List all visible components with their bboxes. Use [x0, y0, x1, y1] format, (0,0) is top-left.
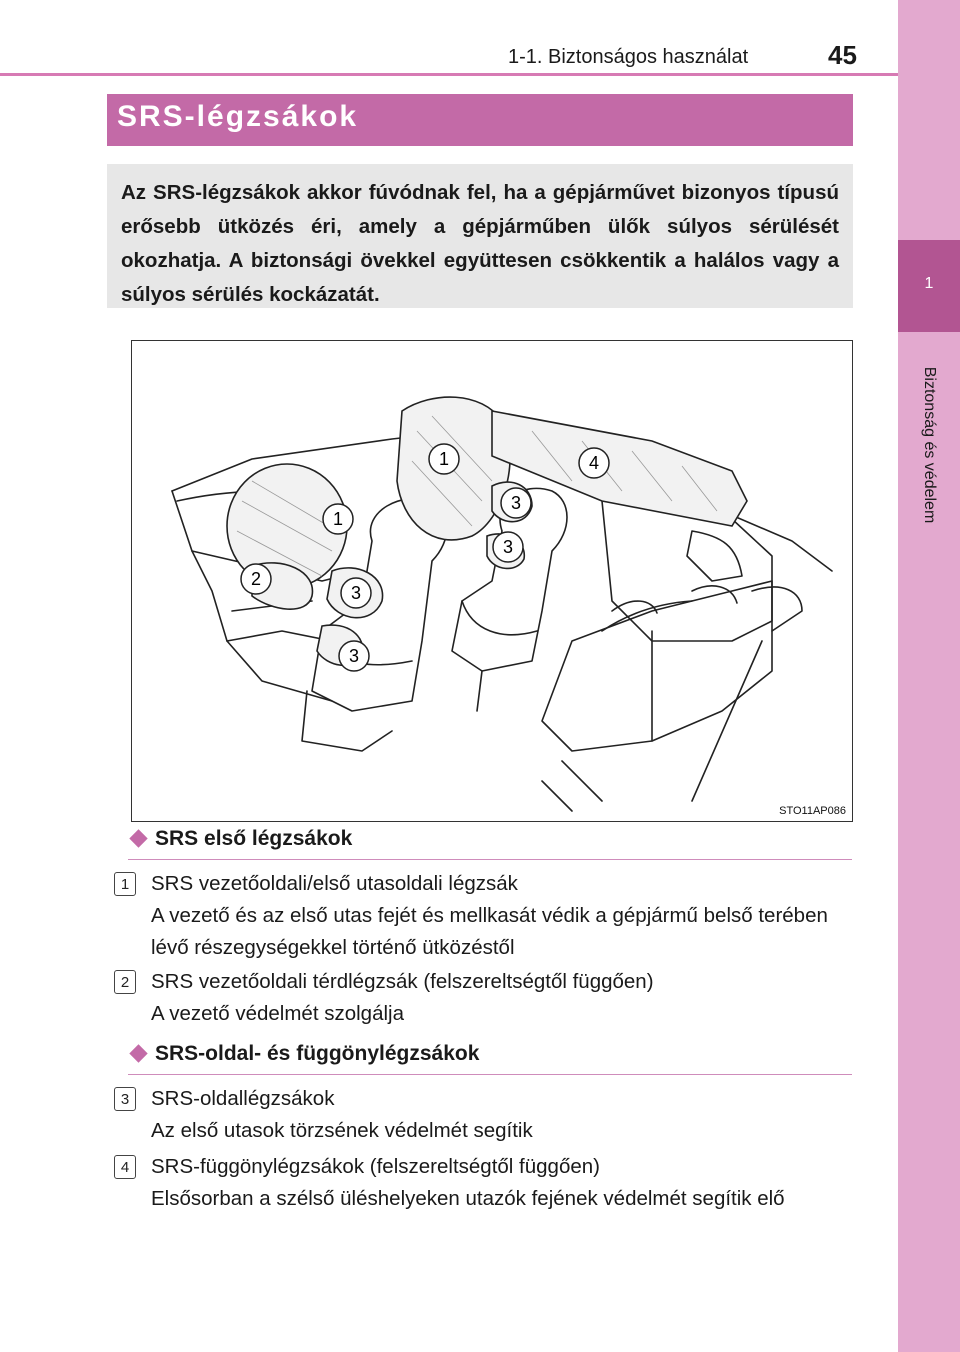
svg-text:3: 3 [348, 646, 360, 666]
callout-3-a [501, 488, 531, 518]
page-title: SRS-légzsákok [117, 100, 359, 133]
list-item [151, 1151, 851, 1215]
svg-text:2: 2 [250, 569, 262, 589]
svg-text:1: 1 [438, 449, 450, 469]
list-item [151, 966, 851, 1030]
list-item [151, 1083, 851, 1147]
svg-text:3: 3 [502, 537, 514, 557]
page-number: 45 [828, 40, 857, 70]
svg-text:3: 3 [350, 583, 362, 603]
list-item [151, 868, 851, 964]
section-heading-front-airbags: SRS első légzsákok [128, 827, 352, 851]
side-tab-number: 1 [924, 275, 934, 292]
item-description: A vezető védelmét szolgálja [151, 1002, 404, 1025]
item-title: SRS-függönylégzsákok (felszereltségtől függően) [151, 1155, 600, 1178]
item-title: SRS vezetőoldali térdlégzsák (felszereltségtől függően) [151, 970, 654, 993]
section-rule [128, 1074, 852, 1075]
intro-text: Az SRS-légzsákok akkor fúvódnak fel, ha a gépjárművet bizonyos típusú erősebb ütközés éri, amely a gépjárműben ülők súlyos sérülését okozhatja. A biztonsági övekkel együttesen csökkentik a halálos vagy a súlyos sérülés kockázatát. [121, 181, 839, 306]
header-rule [0, 73, 898, 76]
item-title: SRS vezetőoldali/első utasoldali légzsák [151, 872, 518, 895]
svg-text:1: 1 [332, 509, 344, 529]
callout-4 [579, 448, 609, 478]
item-number-badge: 1 [114, 872, 136, 896]
figure-code: STO11AP086 [779, 805, 846, 817]
callout-3-b [493, 532, 523, 562]
item-description: Az első utasok törzsének védelmét segítik [151, 1119, 533, 1142]
item-number-badge: 2 [114, 970, 136, 994]
section-rule [128, 859, 852, 860]
section-label: 1-1. Biztonságos használat [508, 46, 749, 68]
side-tab [898, 0, 960, 1352]
item-description: A vezető és az első utas fejét és mellkasát védik a gépjármű belső terében lévő részegységekkel történő ütközéstől [151, 904, 828, 959]
callout-3-c [341, 578, 371, 608]
item-number-badge: 3 [114, 1087, 136, 1111]
diamond-bullet-icon [129, 829, 147, 847]
diamond-bullet-icon [129, 1044, 147, 1062]
item-number-badge: 4 [114, 1155, 136, 1179]
callout-1-passenger [429, 444, 459, 474]
svg-text:3: 3 [510, 493, 522, 513]
item-description: Elsősorban a szélső üléshelyeken utazók fejének védelmét segítik elő [151, 1187, 785, 1210]
callout-1-driver [323, 504, 353, 534]
svg-text:4: 4 [588, 453, 600, 473]
section-heading-side-curtain-airbags: SRS-oldal- és függönylégzsákok [128, 1042, 479, 1066]
callout-3-d [339, 641, 369, 671]
item-title: SRS-oldallégzsákok [151, 1087, 335, 1110]
car-interior-drawing [132, 341, 852, 821]
airbag-illustration [131, 340, 853, 822]
callout-2 [241, 564, 271, 594]
side-tab-title: Biztonság és védelem [921, 366, 938, 524]
